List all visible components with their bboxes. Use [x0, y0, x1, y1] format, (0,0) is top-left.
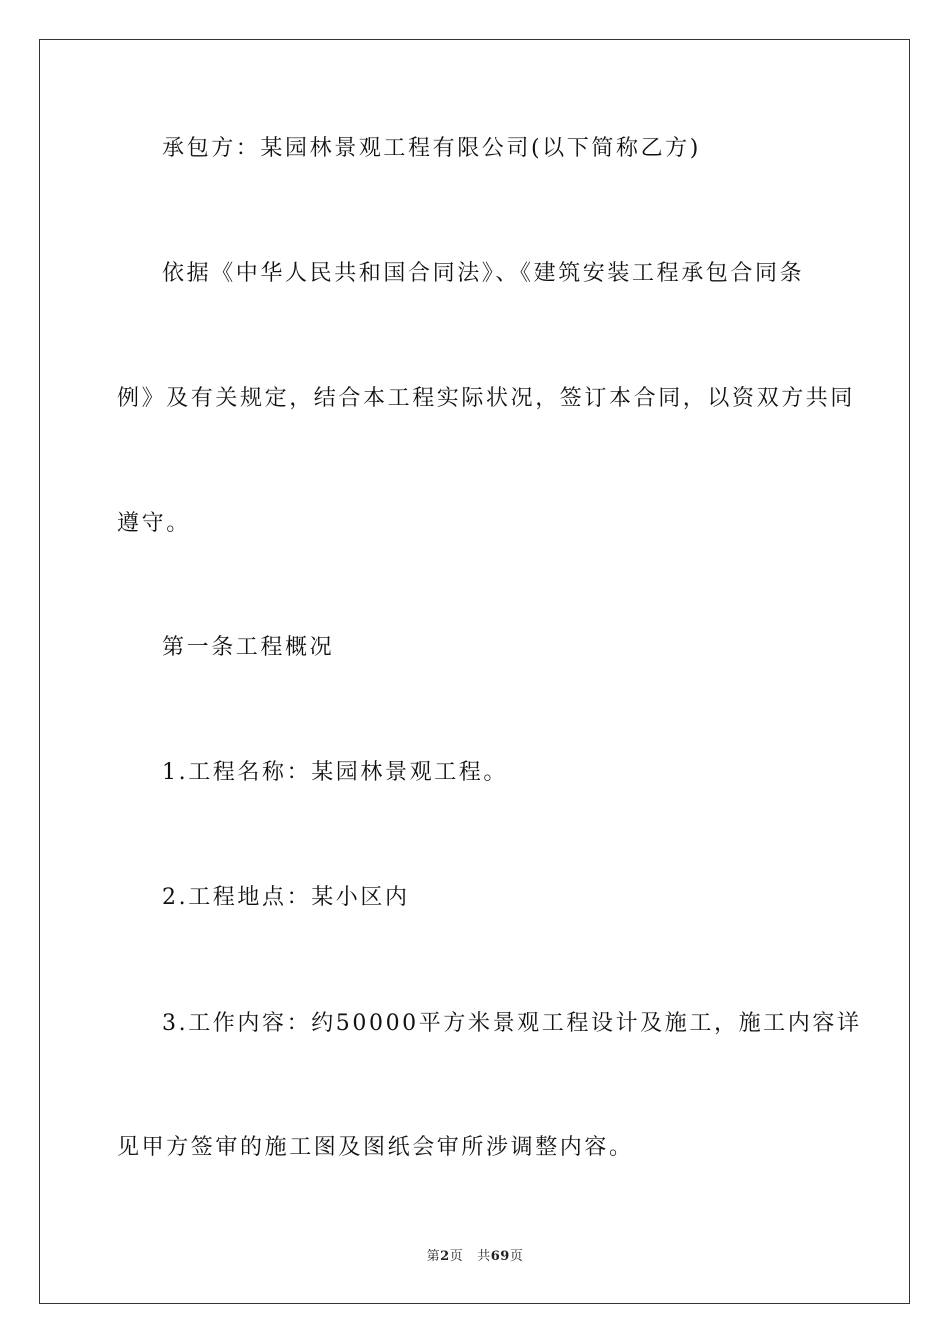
article-1-heading: 第一条工程概况 — [162, 635, 335, 660]
work-content-item-line-1: 3.工作内容：约50000平方米景观工程设计及施工，施工内容详 — [162, 1011, 862, 1036]
total-pages: 69 — [490, 1249, 510, 1264]
page-suffix: 页 — [449, 1249, 464, 1264]
work-content-item-line-2: 见甲方签审的施工图及图纸会审所涉调整内容。 — [117, 1135, 634, 1160]
basis-paragraph-line-2: 例》及有关规定，结合本工程实际状况，签订本合同，以资双方共同 — [117, 386, 856, 411]
total-suffix: 页 — [509, 1249, 524, 1264]
project-name-item: 1.工程名称：某园林景观工程。 — [162, 760, 508, 785]
page-footer — [0, 1245, 950, 1264]
basis-paragraph-line-1: 依据《中华人民共和国合同法》、《建筑安装工程承包合同条 — [162, 261, 805, 286]
basis-paragraph-line-3: 遵守。 — [117, 511, 191, 536]
page-frame — [39, 39, 910, 1304]
page-number: 2 — [440, 1249, 450, 1264]
total-prefix: 共 — [477, 1249, 491, 1264]
project-location-item: 2.工程地点：某小区内 — [162, 885, 410, 910]
contractor-line: 承包方：某园林景观工程有限公司(以下简称乙方) — [162, 136, 701, 161]
page-prefix: 第 — [426, 1249, 441, 1264]
